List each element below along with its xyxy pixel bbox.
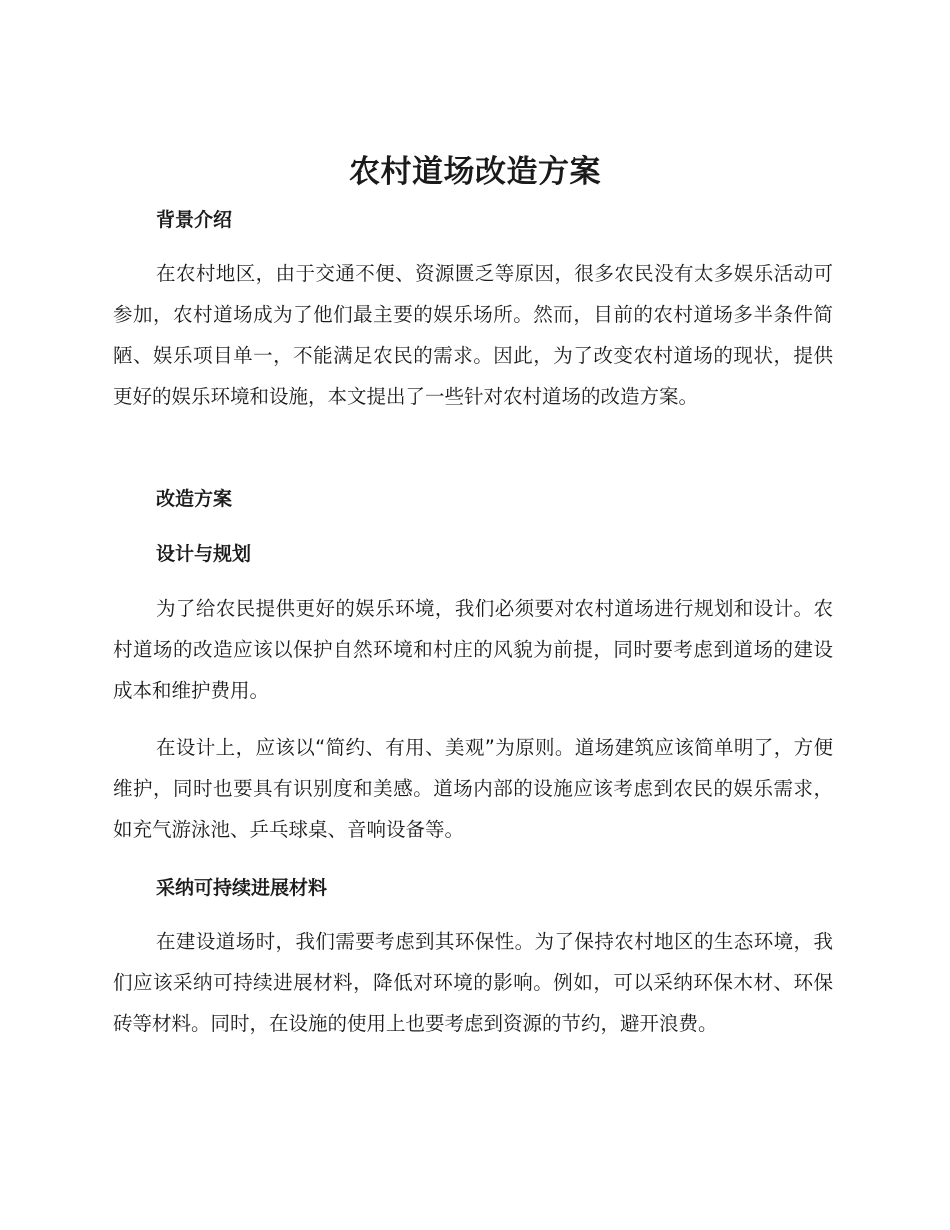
section-heading-materials: 采纳可持续进展材料 <box>156 877 328 899</box>
document-title: 农村道场改造方案 <box>349 154 601 190</box>
paragraph-design-1: 为了给农民提供更好的娱乐环境，我们必须要对农村道场进行规划和设计。农村道场的改造应该以保护自然环境和村庄的风貌为前提，同时要考虑到道场的建设成本和维护费用。 <box>113 597 833 702</box>
paragraph-materials: 在建设道场时，我们需要考虑到其环保性。为了保持农村地区的生态环境，我们应该采纳可持续进展材料，降低对环境的影响。例如，可以采纳环保木材、环保砖等材料。同时，在设施的使用上也要考虑到资源的节约，避开浪费。 <box>113 930 833 1035</box>
section-heading-plan: 改造方案 <box>156 488 233 510</box>
section-heading-background: 背景介绍 <box>156 209 233 231</box>
paragraph-background: 在农村地区，由于交通不便、资源匮乏等原因，很多农民没有太多娱乐活动可参加，农村道场成为了他们最主要的娱乐场所。然而，目前的农村道场多半条件简陋、娱乐项目单一，不能满足农民的需求。因此，为了改变农村道场的现状，提供更好的娱乐环境和设施，本文提出了一些针对农村道场的改造方案。 <box>113 262 833 408</box>
section-heading-design: 设计与规划 <box>156 543 252 565</box>
paragraph-design-2: 在设计上，应该以“简约、有用、美观”为原则。道场建筑应该简单明了，方便维护，同时也要具有识别度和美感。道场内部的设施应该考虑到农民的娱乐需求，如充气游泳池、乒乓球桌、音响设备等。 <box>113 736 833 841</box>
